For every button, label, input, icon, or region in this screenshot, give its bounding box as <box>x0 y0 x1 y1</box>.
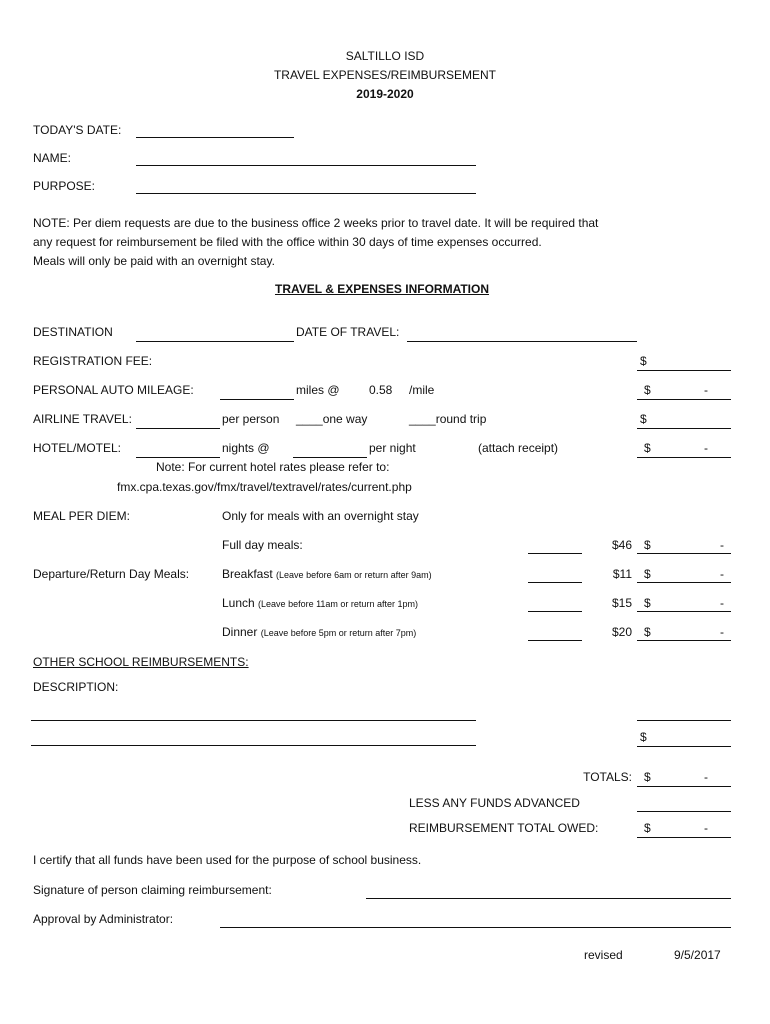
nights-at-label: nights @ <box>222 441 270 455</box>
mileage-dash: - <box>704 383 708 397</box>
lunch-dash: - <box>720 596 724 610</box>
airline-amount[interactable] <box>637 428 731 429</box>
full-day-count-field[interactable] <box>528 553 582 554</box>
other-amount-line-1[interactable] <box>637 720 731 721</box>
total-owed-currency: $ <box>644 821 651 835</box>
totals-currency: $ <box>644 770 651 784</box>
full-day-rate: $46 <box>611 538 632 552</box>
hotel-rates-note: Note: For current hotel rates please refer to: <box>156 460 390 474</box>
totals-label: TOTALS: <box>583 770 632 784</box>
other-amount-line-2[interactable] <box>637 746 731 747</box>
full-day-amount[interactable] <box>637 553 731 554</box>
overnight-note: Only for meals with an overnight stay <box>222 509 419 523</box>
description-label: DESCRIPTION: <box>33 680 119 694</box>
airline-label: AIRLINE TRAVEL: <box>33 412 132 426</box>
description-line-2[interactable] <box>31 745 476 746</box>
approval-field[interactable] <box>220 927 731 928</box>
hotel-rate-field[interactable] <box>293 457 367 458</box>
lunch-label: Lunch <box>222 596 255 610</box>
per-mile-label: /mile <box>409 383 435 397</box>
totals-amount[interactable] <box>637 786 731 787</box>
attach-receipt-note: (attach receipt) <box>478 441 559 455</box>
other-reimbursements-title: OTHER SCHOOL REIMBURSEMENTS: <box>33 655 249 669</box>
funds-advanced-amount[interactable] <box>637 811 731 812</box>
hotel-label: HOTEL/MOTEL: <box>33 441 122 455</box>
lunch-rate: $15 <box>611 596 632 610</box>
full-day-currency: $ <box>644 538 651 552</box>
per-person-label: per person <box>222 412 280 426</box>
dinner-rate: $20 <box>611 625 632 639</box>
airline-persons-field[interactable] <box>136 428 220 429</box>
miles-field[interactable] <box>220 399 294 400</box>
purpose-label: PURPOSE: <box>33 179 96 193</box>
revised-label: revised <box>584 948 623 962</box>
dinner-count-field[interactable] <box>528 640 582 641</box>
other-currency: $ <box>640 730 647 744</box>
mileage-amount[interactable] <box>637 399 731 400</box>
dinner-dash: - <box>720 625 724 639</box>
date-of-travel-label: DATE OF TRAVEL: <box>296 325 400 339</box>
note-line-2: any request for reimbursement be filed with the office within 30 days of time expenses occurred. <box>33 235 542 249</box>
mileage-rate: 0.58 <box>369 383 393 397</box>
breakfast-count-field[interactable] <box>528 582 582 583</box>
miles-at-label: miles @ <box>296 383 340 397</box>
meal-per-diem-label: MEAL PER DIEM: <box>33 509 130 523</box>
total-owed-dash: - <box>704 821 708 835</box>
note-line-1: NOTE: Per diem requests are due to the business office 2 weeks prior to travel date. It will be required that <box>33 216 599 230</box>
departure-meals-label: Departure/Return Day Meals: <box>33 567 190 581</box>
totals-dash: - <box>704 770 708 784</box>
certify-statement: I certify that all funds have been used for the purpose of school business. <box>33 853 422 867</box>
todays-date-label: TODAY'S DATE: <box>33 123 122 137</box>
lunch-row <box>222 596 418 611</box>
signature-field[interactable] <box>366 898 731 899</box>
todays-date-field[interactable] <box>136 137 294 138</box>
school-year: 2019-2020 <box>356 87 414 101</box>
description-line-1[interactable] <box>31 720 476 721</box>
purpose-field[interactable] <box>136 193 476 194</box>
hotel-rates-url: fmx.cpa.texas.gov/fmx/travel/textravel/rates/current.php <box>117 480 412 494</box>
name-label: NAME: <box>33 151 72 165</box>
date-of-travel-field[interactable] <box>407 341 637 342</box>
breakfast-note: (Leave before 6am or return after 9am) <box>276 570 432 580</box>
breakfast-dash: - <box>720 567 724 581</box>
lunch-note: (Leave before 11am or return after 1pm) <box>258 599 418 609</box>
full-day-label: Full day meals: <box>222 538 303 552</box>
dinner-note: (Leave before 5pm or return after 7pm) <box>260 628 417 638</box>
total-owed-amount[interactable] <box>637 837 731 838</box>
registration-fee-label: REGISTRATION FEE: <box>33 354 153 368</box>
destination-field[interactable] <box>136 341 294 342</box>
full-day-dash: - <box>720 538 724 552</box>
breakfast-currency: $ <box>644 567 651 581</box>
dinner-row <box>222 625 416 640</box>
hotel-amount[interactable] <box>637 457 731 458</box>
auto-mileage-label: PERSONAL AUTO MILEAGE: <box>33 383 194 397</box>
dinner-currency: $ <box>644 625 651 639</box>
registration-fee-amount[interactable] <box>637 370 731 371</box>
total-owed-label: REIMBURSEMENT TOTAL OWED: <box>409 821 599 835</box>
breakfast-amount[interactable] <box>637 582 731 583</box>
approval-label: Approval by Administrator: <box>33 912 174 926</box>
breakfast-label: Breakfast <box>222 567 273 581</box>
one-way-option[interactable]: ____one way <box>296 412 368 426</box>
lunch-count-field[interactable] <box>528 611 582 612</box>
district-name: SALTILLO ISD <box>345 49 425 63</box>
signature-label: Signature of person claiming reimbursement: <box>33 883 272 897</box>
airline-currency: $ <box>640 412 647 426</box>
hotel-currency: $ <box>644 441 651 455</box>
round-trip-option[interactable]: ____round trip <box>409 412 487 426</box>
funds-advanced-label: LESS ANY FUNDS ADVANCED <box>409 796 580 810</box>
dinner-label: Dinner <box>222 625 258 639</box>
section-title: TRAVEL & EXPENSES INFORMATION <box>274 282 490 296</box>
name-field[interactable] <box>136 165 476 166</box>
hotel-nights-field[interactable] <box>136 457 220 458</box>
registration-currency: $ <box>640 354 647 368</box>
lunch-amount[interactable] <box>637 611 731 612</box>
mileage-currency: $ <box>644 383 651 397</box>
revised-date: 9/5/2017 <box>674 948 721 962</box>
dinner-amount[interactable] <box>637 640 731 641</box>
per-night-label: per night <box>369 441 416 455</box>
breakfast-row <box>222 567 432 582</box>
note-line-3: Meals will only be paid with an overnight stay. <box>33 254 275 268</box>
hotel-dash: - <box>704 441 708 455</box>
destination-label: DESTINATION <box>33 325 113 339</box>
lunch-currency: $ <box>644 596 651 610</box>
form-title: TRAVEL EXPENSES/REIMBURSEMENT <box>273 68 497 82</box>
breakfast-rate: $11 <box>612 567 632 581</box>
